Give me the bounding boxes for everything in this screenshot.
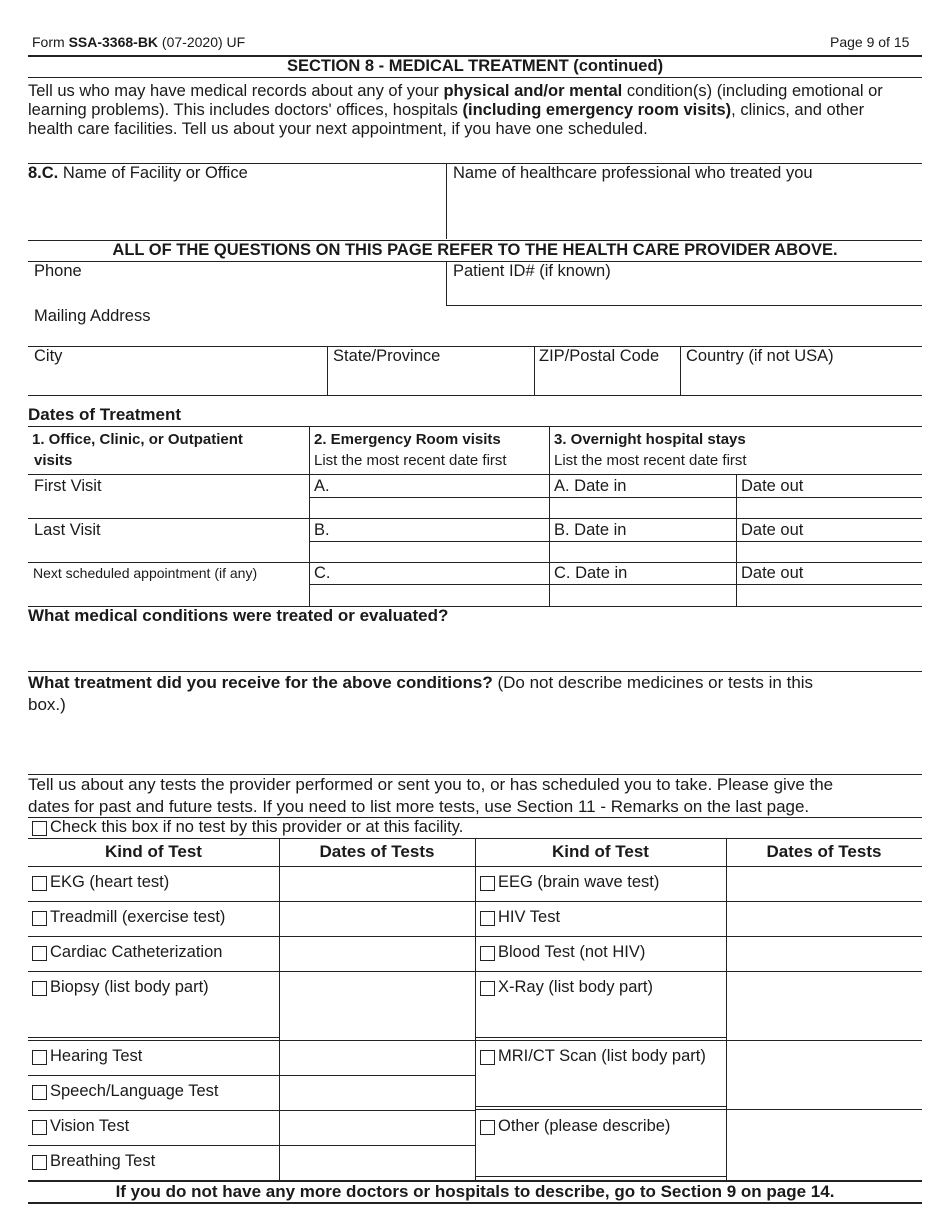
xray-body-part-field[interactable] (479, 1003, 723, 1033)
provider-notice: ALL OF THE QUESTIONS ON THIS PAGE REFER TO THE HEALTH CARE PROVIDER ABOVE. (112, 241, 838, 259)
country-label: Country (if not USA) (686, 347, 834, 365)
divider (475, 1037, 726, 1038)
divider (28, 971, 475, 972)
divider (28, 518, 922, 519)
header-kind-of-test: Kind of Test (105, 842, 202, 861)
mri-ct-dates-field[interactable] (729, 1043, 920, 1105)
eeg-dates-field[interactable] (729, 869, 920, 899)
blood-test-checkbox[interactable] (480, 946, 495, 961)
xray-label: X-Ray (list body part) (498, 978, 653, 996)
divider (279, 838, 280, 1180)
divider (28, 936, 475, 937)
treadmill-checkbox[interactable] (32, 911, 47, 926)
col2-title: 2. Emergency Room visits (314, 431, 501, 448)
breathing-checkbox[interactable] (32, 1155, 47, 1170)
mailing-address-field[interactable] (30, 326, 920, 346)
city-field[interactable] (30, 368, 324, 392)
patient-id-field[interactable] (450, 282, 920, 304)
mri-ct-body-part-field[interactable] (479, 1072, 723, 1102)
date-out-b-field[interactable] (739, 542, 920, 560)
zip-label: ZIP/Postal Code (539, 347, 660, 365)
hearing-dates-field[interactable] (282, 1043, 472, 1073)
hiv-dates-field[interactable] (729, 904, 920, 934)
er-c-field[interactable] (312, 585, 546, 604)
patient-id-label: Patient ID# (if known) (453, 262, 611, 280)
date-in-b-field[interactable] (552, 542, 734, 560)
divider (475, 971, 922, 972)
date-in-c-label: C. Date in (554, 564, 628, 582)
divider (309, 426, 310, 606)
divider (28, 395, 922, 396)
footer-instruction: If you do not have any more doctors or hospitals to describe, go to Section 9 on page 14. (115, 1182, 835, 1201)
conditions-question: What medical conditions were treated or evaluated? (28, 606, 449, 625)
hearing-checkbox[interactable] (32, 1050, 47, 1065)
other-dates-field[interactable] (729, 1113, 920, 1175)
first-visit-field[interactable] (30, 498, 306, 516)
tests-intro-b: dates for past and future tests. If you need to list more tests, use Section 11 - Remarks on the last page. (28, 797, 810, 816)
biopsy-checkbox[interactable] (32, 981, 47, 996)
divider (446, 163, 447, 239)
cardiac-cath-dates-field[interactable] (282, 939, 472, 969)
treadmill-label: Treadmill (exercise test) (50, 908, 226, 926)
divider (28, 901, 475, 902)
form-id: Form SSA-3368-BK (07-2020) UF (32, 34, 246, 50)
intro-text: Tell us who may have medical records about any of your physical and/or mental condition(s) (including emotional or learning problems). This includes doctors' offices, hospitals (including emergency room visits), clinics, and other health care facilities. Tell us about your next appointment, if you have one scheduled. (28, 82, 883, 138)
first-visit-label: First Visit (34, 477, 102, 495)
no-test-checkbox[interactable] (32, 821, 47, 836)
xray-dates-field[interactable] (729, 974, 920, 1036)
city-label: City (34, 347, 63, 365)
col3-title: 3. Overnight hospital stays (554, 431, 746, 448)
facility-name-field[interactable] (30, 186, 442, 234)
other-checkbox[interactable] (480, 1120, 495, 1135)
divider (475, 1106, 726, 1107)
divider (446, 261, 447, 306)
state-label: State/Province (333, 347, 441, 365)
date-in-a-field[interactable] (552, 498, 734, 516)
last-visit-label: Last Visit (34, 521, 101, 539)
no-test-label: Check this box if no test by this provider or at this facility. (50, 818, 464, 836)
treatment-field[interactable] (30, 718, 920, 770)
cardiac-cath-label: Cardiac Catheterization (50, 943, 223, 961)
date-out-c-label: Date out (741, 564, 804, 582)
speech-checkbox[interactable] (32, 1085, 47, 1100)
mri-ct-label: MRI/CT Scan (list body part) (498, 1047, 706, 1065)
mri-ct-checkbox[interactable] (480, 1050, 495, 1065)
divider (28, 474, 922, 475)
facility-label: 8.C. Name of Facility or Office (28, 164, 248, 182)
hiv-checkbox[interactable] (480, 911, 495, 926)
divider (680, 346, 681, 395)
col1-title: 1. Office, Clinic, or Outpatient (32, 431, 243, 448)
er-c-label: C. (314, 564, 331, 582)
blood-test-label: Blood Test (not HIV) (498, 943, 646, 961)
divider (726, 838, 727, 1180)
state-field[interactable] (330, 368, 532, 392)
next-appointment-field[interactable] (30, 585, 306, 604)
treatment-question: What treatment did you receive for the above conditions? (Do not describe medicines or tests in this (28, 673, 814, 692)
divider (534, 346, 535, 395)
blood-test-dates-field[interactable] (729, 939, 920, 969)
date-in-c-field[interactable] (552, 585, 734, 604)
er-a-label: A. (314, 477, 330, 495)
date-out-c-field[interactable] (739, 585, 920, 604)
zip-field[interactable] (537, 368, 677, 392)
cardiac-cath-checkbox[interactable] (32, 946, 47, 961)
hiv-label: HIV Test (498, 908, 561, 926)
biopsy-dates-field[interactable] (282, 974, 472, 1036)
biopsy-label: Biopsy (list body part) (50, 978, 209, 996)
eeg-label: EEG (brain wave test) (498, 873, 660, 891)
col3-subtitle: List the most recent date first (554, 452, 747, 469)
er-b-label: B. (314, 521, 330, 539)
divider (475, 901, 922, 902)
next-appointment-label: Next scheduled appointment (if any) (33, 565, 258, 581)
divider (475, 936, 922, 937)
conditions-field[interactable] (30, 628, 920, 668)
divider (28, 866, 922, 867)
vision-label: Vision Test (50, 1117, 130, 1135)
date-in-b-label: B. Date in (554, 521, 627, 539)
divider (28, 77, 922, 78)
country-field[interactable] (683, 368, 920, 392)
vision-dates-field[interactable] (282, 1113, 472, 1143)
date-out-a-label: Date out (741, 477, 804, 495)
tests-intro: Tell us about any tests the provider performed or sent you to, or has scheduled you to take. Please give the (28, 775, 834, 794)
other-label: Other (please describe) (498, 1117, 671, 1135)
divider (736, 474, 737, 606)
divider (28, 1075, 475, 1076)
header-kind-of-test-right: Kind of Test (552, 842, 649, 861)
speech-label: Speech/Language Test (50, 1082, 219, 1100)
divider (475, 1176, 726, 1177)
vision-checkbox[interactable] (32, 1120, 47, 1135)
header-dates-of-tests: Dates of Tests (319, 842, 435, 861)
divider (446, 305, 922, 306)
section-title: SECTION 8 - MEDICAL TREATMENT (continued) (286, 57, 664, 75)
treadmill-dates-field[interactable] (282, 904, 472, 934)
eeg-checkbox[interactable] (480, 876, 495, 891)
mailing-address-label: Mailing Address (34, 307, 151, 325)
col2-subtitle: List the most recent date first (314, 452, 507, 469)
divider (28, 671, 922, 672)
divider (327, 346, 328, 395)
date-in-a-label: A. Date in (554, 477, 627, 495)
header-dates-of-tests-right: Dates of Tests (766, 842, 882, 861)
breathing-dates-field[interactable] (282, 1148, 472, 1178)
last-visit-field[interactable] (30, 542, 306, 560)
er-b-field[interactable] (312, 542, 546, 560)
divider (475, 838, 476, 1180)
divider (475, 1040, 922, 1041)
divider (28, 1145, 475, 1146)
ekg-checkbox[interactable] (32, 876, 47, 891)
professional-name-field[interactable] (450, 186, 920, 234)
ekg-dates-field[interactable] (282, 869, 472, 899)
divider (28, 1037, 279, 1038)
other-description-field[interactable] (479, 1142, 723, 1172)
col1-title-b: visits (34, 452, 73, 469)
divider (28, 426, 922, 427)
treatment-question-b: box.) (28, 695, 66, 714)
professional-label: Name of healthcare professional who treated you (453, 164, 813, 182)
date-out-b-label: Date out (741, 521, 804, 539)
hearing-label: Hearing Test (50, 1047, 143, 1065)
page-number: Page 9 of 15 (830, 34, 910, 50)
divider (28, 1040, 475, 1041)
speech-dates-field[interactable] (282, 1078, 472, 1108)
divider (28, 1202, 922, 1204)
xray-checkbox[interactable] (480, 981, 495, 996)
date-out-a-field[interactable] (739, 498, 920, 516)
ekg-label: EKG (heart test) (50, 873, 170, 891)
phone-label: Phone (34, 262, 82, 280)
divider (475, 1109, 922, 1110)
dates-title: Dates of Treatment (28, 405, 182, 424)
er-a-field[interactable] (312, 498, 546, 516)
biopsy-body-part-field[interactable] (32, 1003, 276, 1033)
divider (28, 562, 922, 563)
phone-field[interactable] (30, 282, 442, 304)
breathing-label: Breathing Test (50, 1152, 156, 1170)
divider (28, 1110, 475, 1111)
divider (549, 426, 550, 606)
